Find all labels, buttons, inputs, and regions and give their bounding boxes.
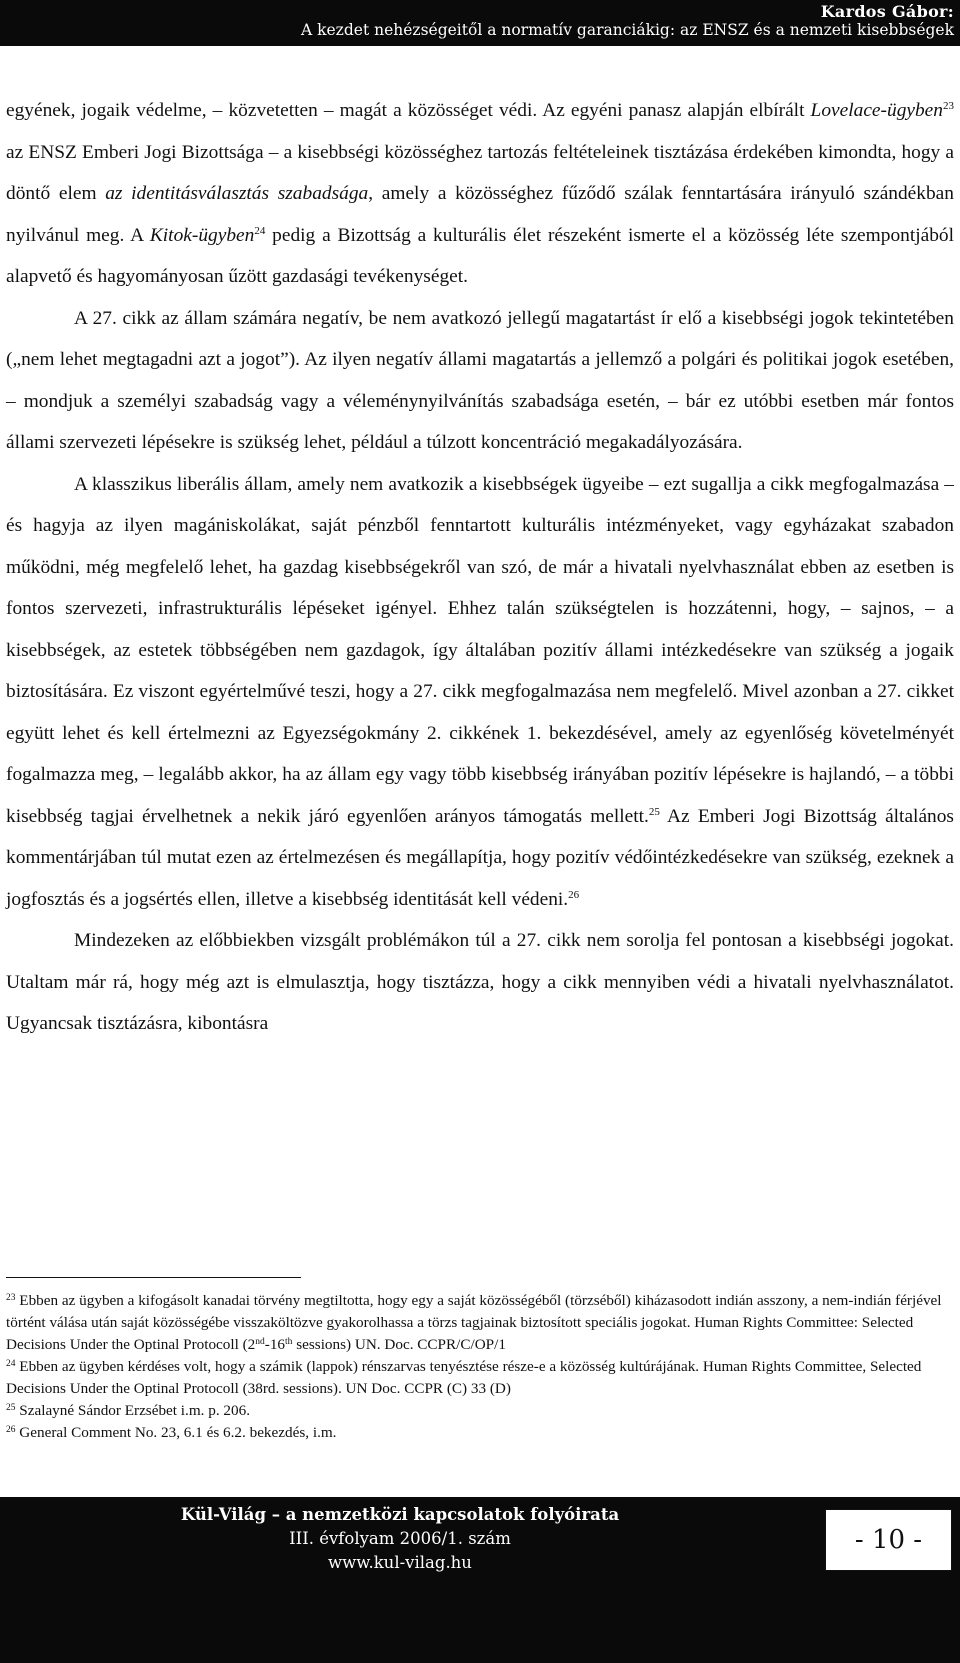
footnote-separator bbox=[6, 1277, 301, 1278]
footnote-ref-25[interactable]: 25 bbox=[648, 805, 660, 818]
paragraph-2: A 27. cikk az állam számára negatív, be nem avatkozó jellegű magatartást ír elő a kisebbségi jogok tekintetében („nem lehet megtagadni azt a jogot”). Az ilyen negatív állami magatartás a jellemző a polgári és politikai jogok esetében, – mondjuk a személyi szabadság vagy a véleménynyilvánítás szabadsága esetén, – bár ez utóbbi esetben már fontos állami szervezeti lépésekre is szükség lehet, például a túlzott koncentráció megakadályozására. bbox=[6, 307, 954, 453]
footnote-ref-24[interactable]: 24 bbox=[254, 224, 266, 237]
body-text bbox=[6, 90, 954, 1045]
footer-journal: Kül-Világ – a nemzetközi kapcsolatok folyóirata bbox=[180, 1505, 620, 1524]
paragraph-3: A klasszikus liberális állam, amely nem avatkozik a kisebbségek ügyeibe – ezt sugallja a cikk megfogalmazása – és hagyja az ilyen magániskolákat, saját pénzből fenntartott kulturális intézményeket, vagy egyházakat szabadon működni, még megfelelő lehet, ha gazdag kisebbségekről van szó, de már a hivatali nyelvhasználat ebben az esetben is fontos szervezeti, infrastrukturális lépéseket igényel. Ehhez talán szükségtelen is hozzátenni, hogy, – sajnos, – a kisebbségek, az estetek többségében nem gazdagok, így általában pozitív állami intézkedésekre van szükség a jogaik biztosítására. Ez viszont egyértelművé teszi, hogy a 27. cikk megfogalmazása nem megfelelő. Mivel azonban a 27. cikket együtt lehet és kell értelmezni az Egyezségokmány 2. cikkének 1. bekezdésével, amely az egyenlőség követelményét fogalmazza meg, – legalább akkor, ha az állam egy vagy több kisebbség irányában pozitív lépésekre is hajlandó, – a többi kisebbség tagjai érvelhetnek a nekik járó egyenlően arányos támogatás mellett.$^{25}$ Az Emberi Jogi Bizottság általános kommentárjában túl mutat ezen az értelmezésen és megállapítja, hogy pozitív védőintézkedésekre van szükség, ezeknek a jogfosztás és a jogsértés ellen, illetve a kisebbség identitását kell védeni.$^{26}$ bbox=[6, 473, 954, 910]
footer-volume: III. évfolyam 2006/1. szám bbox=[289, 1529, 511, 1548]
footnotes bbox=[6, 1290, 950, 1444]
footer-url[interactable]: www.kul-vilag.hu bbox=[328, 1553, 472, 1572]
footnote-26: $^{26}$ General Comment No. 23, 6.1 és 6.2. bekezdés, i.m. bbox=[6, 1424, 337, 1441]
header-author: Kardos Gábor: bbox=[820, 2, 954, 21]
footnote-24: $^{24}$ Ebben az ügyben kérdéses volt, hogy a számik (lappok) rénszarvas tenyésztése része-e a közösség kultúrájának. Human Rights Committee, Selected Decisions Under the Optinal Protocoll (38rd. sessions). UN Doc. CCPR (C) 33 (D) bbox=[6, 1358, 922, 1397]
running-header bbox=[0, 0, 960, 46]
footnote-25: $^{25}$ Szalayné Sándor Erzsébet i.m. p. 206. bbox=[6, 1402, 251, 1419]
footnote-ref-26[interactable]: 26 bbox=[568, 888, 580, 901]
footnote-23: $^{23}$ Ebben az ügyben a kifogásolt kanadai törvény megtiltotta, hogy egy a saját közösségéből (törzséből) kiházasodott indián asszony, a nem-indián férjével történt válása után saját közösségébe visszaköltözve gyakorolhassa a törzs tagjainak biztosított speciális jogokat. Human Rights Committee: Selected Decisions Under the Optinal Protocoll (2nd-16th sessions) UN. Doc. CCPR/C/OP/1 bbox=[6, 1292, 942, 1353]
footnote-ref-23[interactable]: 23 bbox=[943, 100, 954, 112]
paragraph-4: Mindezeken az előbbiekben vizsgált problémákon túl a 27. cikk nem sorolja fel pontosan a kisebbségi jogokat. Utaltam már rá, hogy még azt is elmulasztja, hogy tisztázza, hogy a cikk mennyiben védi a hivatali nyelvhasználatot. Ugyancsak tisztázásra, kibontásra bbox=[6, 930, 954, 1034]
header-title: A kezdet nehézségeitől a normatív garanciákig: az ENSZ és a nemzeti kisebbségek bbox=[301, 21, 954, 39]
emphasis-identity-choice: az identitásválasztás szabadsága bbox=[105, 183, 369, 204]
case-name-lovelace: Lovelace-ügyben bbox=[810, 100, 943, 121]
page-footer bbox=[0, 1497, 960, 1663]
paragraph-1: egyének, jogaik védelme, – közvetetten – magát a közösséget védi. Az egyéni panasz alapján elbírált Lovelace-ügyben$^{23}$ az ENSZ Emberi Jogi Bizottsága – a kisebbségi közösséghez tartozás feltételeinek tisztázása érdekében kimondta, hogy a döntő elem az identitásválasztás szabadsága, amely a közösséghez fűződő szálak fenntartására irányuló szándékban nyilvánul meg. A Kitok-ügyben$^{24}$ pedig a Bizottság a kulturális élet részeként ismerte el a közösség léte szempontjából alapvető és hagyományosan űzött gazdasági tevékenységet. bbox=[6, 100, 954, 287]
page-number: - 10 - bbox=[825, 1509, 952, 1571]
case-name-kitok: Kitok-ügyben bbox=[149, 224, 255, 246]
